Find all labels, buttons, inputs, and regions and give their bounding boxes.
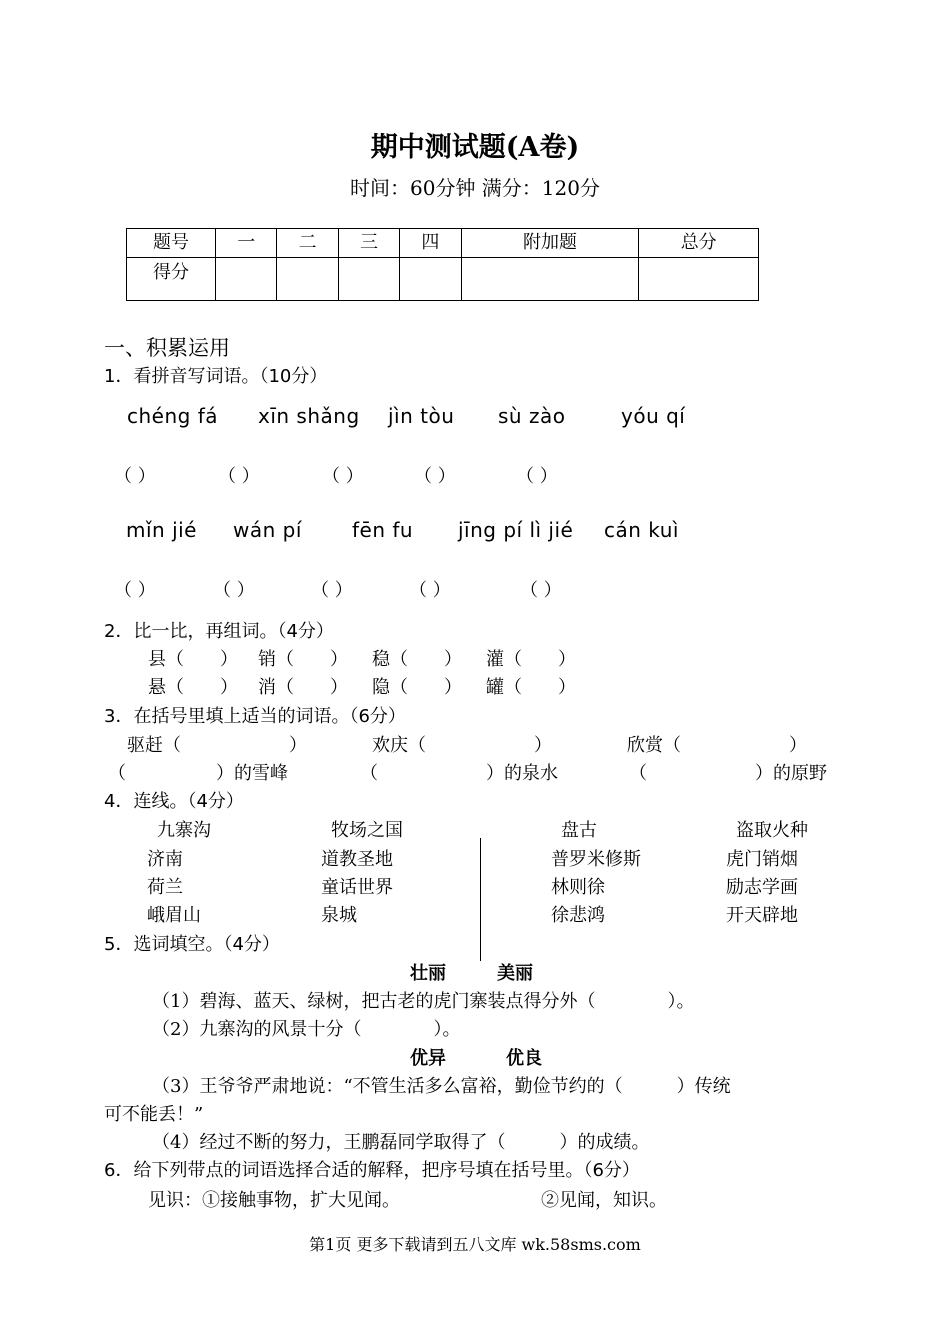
score-header-cell: 四 bbox=[400, 229, 461, 258]
question-6-title: 6．给下列带点的词语选择合适的解释，把序号填在括号里。（6分） bbox=[104, 1160, 640, 1181]
page-footer: 第1页 更多下载请到五八文库 wk.58sms.com bbox=[309, 1235, 641, 1254]
question-1-title: 1．看拼音写词语。（10分） bbox=[104, 366, 328, 387]
score-header-cell: 题号 bbox=[127, 229, 216, 258]
compare-item: 消（ ） bbox=[258, 677, 348, 698]
score-cell[interactable] bbox=[461, 258, 639, 301]
score-table-score-row bbox=[127, 258, 759, 301]
fill-item: （ ）的雪峰 bbox=[108, 763, 288, 784]
compare-item: 罐（ ） bbox=[486, 677, 576, 698]
fill-item: （ ）的原野 bbox=[629, 763, 827, 784]
score-cell[interactable] bbox=[277, 258, 338, 301]
fill-item: 驱赶（ ） bbox=[127, 735, 307, 756]
match-item[interactable]: 励志学画 bbox=[726, 877, 798, 898]
match-item[interactable]: 虎门销烟 bbox=[726, 849, 798, 870]
compare-item: 稳（ ） bbox=[372, 649, 462, 670]
pinyin-item: chéng fá bbox=[127, 404, 219, 428]
column-divider bbox=[480, 838, 481, 961]
score-cell[interactable] bbox=[400, 258, 461, 301]
compare-item: 县（ ） bbox=[148, 649, 238, 670]
pinyin-item: mǐn jié bbox=[126, 518, 197, 542]
score-row-label: 得分 bbox=[127, 258, 216, 301]
match-item[interactable]: 道教圣地 bbox=[321, 849, 393, 870]
answer-blank[interactable]: （ ） bbox=[409, 580, 451, 601]
exam-time-score: 时间：60分钟 满分：120分 bbox=[350, 176, 600, 200]
match-item[interactable]: 牧场之国 bbox=[331, 820, 403, 841]
compare-item: 销（ ） bbox=[258, 649, 348, 670]
answer-blank[interactable]: （ ） bbox=[311, 580, 353, 601]
compare-item: 灌（ ） bbox=[486, 649, 576, 670]
score-table-header-row bbox=[127, 229, 759, 258]
sentence: （4）经过不断的努力，王鹏磊同学取得了（ ）的成绩。 bbox=[152, 1132, 650, 1153]
match-item[interactable]: 泉城 bbox=[321, 905, 357, 926]
pinyin-item: yóu qí bbox=[621, 404, 686, 428]
score-header-cell: 总分 bbox=[639, 229, 759, 258]
pinyin-item: jìn tòu bbox=[388, 404, 455, 428]
answer-blank[interactable]: （ ） bbox=[414, 466, 456, 487]
fill-item: 欢庆（ ） bbox=[372, 735, 552, 756]
match-item[interactable]: 开天辟地 bbox=[726, 905, 798, 926]
definition-line: ②见闻，知识。 bbox=[541, 1190, 667, 1211]
answer-blank[interactable]: （ ） bbox=[516, 466, 558, 487]
score-cell[interactable] bbox=[338, 258, 399, 301]
question-3-title: 3．在括号里填上适当的词语。（6分） bbox=[104, 706, 406, 727]
sentence: （2）九寨沟的风景十分（ ）。 bbox=[152, 1019, 461, 1040]
pinyin-item: sù zào bbox=[498, 404, 566, 428]
score-cell[interactable] bbox=[216, 258, 277, 301]
answer-blank[interactable]: （ ） bbox=[213, 580, 255, 601]
question-4-title: 4．连线。（4分） bbox=[104, 791, 244, 812]
match-item[interactable]: 峨眉山 bbox=[147, 905, 201, 926]
word-choice: 优异 bbox=[410, 1048, 446, 1069]
match-item[interactable]: 林则徐 bbox=[551, 877, 605, 898]
sentence: （3）王爷爷严肃地说：“不管生活多么富裕，勤俭节约的（ ）传统 bbox=[152, 1076, 731, 1097]
compare-item: 悬（ ） bbox=[148, 677, 238, 698]
sentence-continuation: 可不能丢！” bbox=[104, 1104, 204, 1125]
sentence: （1）碧海、蓝天、绿树，把古老的虎门寨装点得分外（ ）。 bbox=[152, 991, 695, 1012]
answer-blank[interactable]: （ ） bbox=[520, 580, 562, 601]
score-header-cell: 二 bbox=[277, 229, 338, 258]
match-item[interactable]: 九寨沟 bbox=[157, 820, 211, 841]
section-heading: 一、积累运用 bbox=[104, 336, 230, 360]
answer-blank[interactable]: （ ） bbox=[114, 466, 156, 487]
match-item[interactable]: 徐悲鸿 bbox=[551, 905, 605, 926]
definition-line: 见识：①接触事物，扩大见闻。 bbox=[148, 1190, 400, 1211]
fill-item: 欣赏（ ） bbox=[627, 735, 807, 756]
pinyin-item: jīng pí lì jié bbox=[458, 518, 574, 542]
score-cell[interactable] bbox=[639, 258, 759, 301]
compare-item: 隐（ ） bbox=[372, 677, 462, 698]
word-choice: 优良 bbox=[506, 1048, 542, 1069]
score-header-cell: 附加题 bbox=[461, 229, 639, 258]
answer-blank[interactable]: （ ） bbox=[218, 466, 260, 487]
match-item[interactable]: 童话世界 bbox=[321, 877, 393, 898]
score-table bbox=[126, 228, 759, 301]
answer-blank[interactable]: （ ） bbox=[114, 580, 156, 601]
match-item[interactable]: 盗取火种 bbox=[736, 820, 808, 841]
pinyin-item: cán kuì bbox=[604, 518, 679, 542]
score-header-cell: 一 bbox=[216, 229, 277, 258]
score-header-cell: 三 bbox=[338, 229, 399, 258]
match-item[interactable]: 荷兰 bbox=[147, 877, 183, 898]
match-item[interactable]: 济南 bbox=[147, 849, 183, 870]
match-item[interactable]: 盘古 bbox=[561, 820, 597, 841]
match-item[interactable]: 普罗米修斯 bbox=[551, 849, 641, 870]
pinyin-item: fēn fu bbox=[352, 518, 414, 542]
page-title: 期中测试题(A卷) bbox=[370, 132, 580, 163]
fill-item: （ ）的泉水 bbox=[360, 763, 558, 784]
pinyin-item: wán pí bbox=[233, 518, 302, 542]
word-choice: 壮丽 bbox=[410, 963, 446, 984]
pinyin-item: xīn shǎng bbox=[258, 404, 360, 428]
word-choice: 美丽 bbox=[497, 963, 533, 984]
answer-blank[interactable]: （ ） bbox=[322, 466, 364, 487]
question-5-title: 5．选词填空。（4分） bbox=[104, 934, 280, 955]
question-2-title: 2．比一比，再组词。（4分） bbox=[104, 621, 334, 642]
